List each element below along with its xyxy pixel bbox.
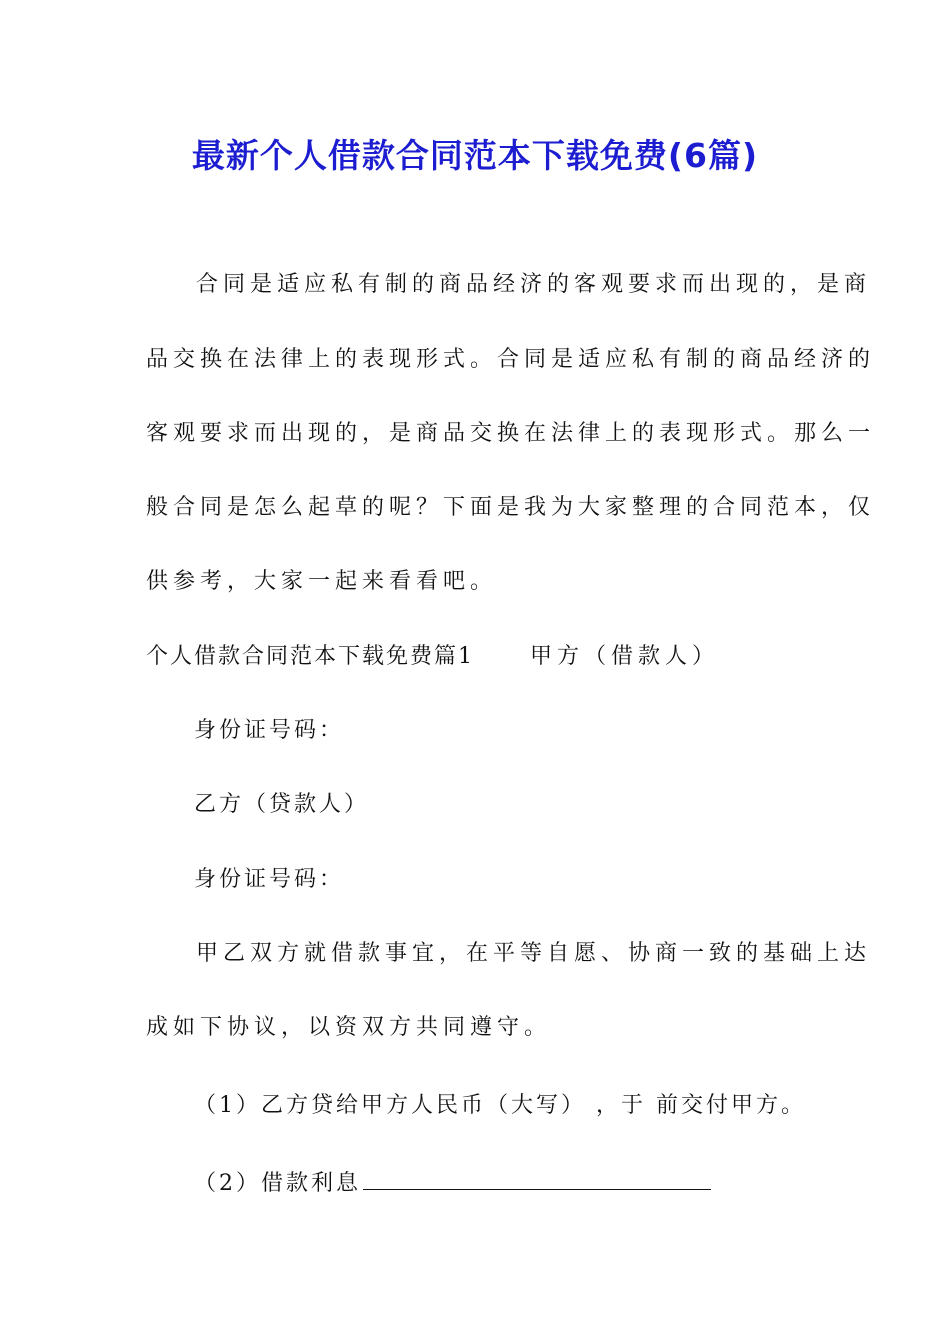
- document-title: 最新个人借款合同范本下载免费(6篇): [191, 136, 759, 175]
- clause-2: （2）借款利息: [194, 1171, 361, 1196]
- party-a-label: 甲方（借款人）: [530, 644, 720, 669]
- intro-line-3: 客观要求而出现的，是商品交换在法律上的表现形式。那么一: [146, 421, 876, 446]
- agreement-line-2: 成如下协议，以资双方共同遵守。: [146, 1015, 552, 1040]
- section-heading: 个人借款合同范本下载免费篇1: [146, 644, 474, 669]
- intro-line-4: 般合同是怎么起草的呢？下面是我为大家整理的合同范本，仅: [146, 495, 876, 520]
- section-heading-line: [146, 642, 719, 672]
- clause-2-line: [194, 1165, 711, 1199]
- agreement-line-1: 甲乙双方就借款事宜，在平等自愿、协商一致的基础上达: [196, 941, 872, 966]
- party-a-id-label: 身份证号码：: [194, 718, 345, 743]
- party-b-id-label: 身份证号码：: [194, 867, 345, 892]
- intro-line-5: 供参考，大家一起来看看吧。: [146, 569, 498, 594]
- clause-1: （1）乙方贷给甲方人民币（大写） ，于 前交付甲方。: [194, 1093, 806, 1118]
- interest-blank-line: [363, 1165, 711, 1190]
- intro-line-1: 合同是适应私有制的商品经济的客观要求而出现的，是商: [196, 272, 872, 297]
- party-b-label: 乙方（贷款人）: [194, 792, 370, 817]
- intro-line-2: 品交换在法律上的表现形式。合同是适应私有制的商品经济的: [146, 347, 876, 372]
